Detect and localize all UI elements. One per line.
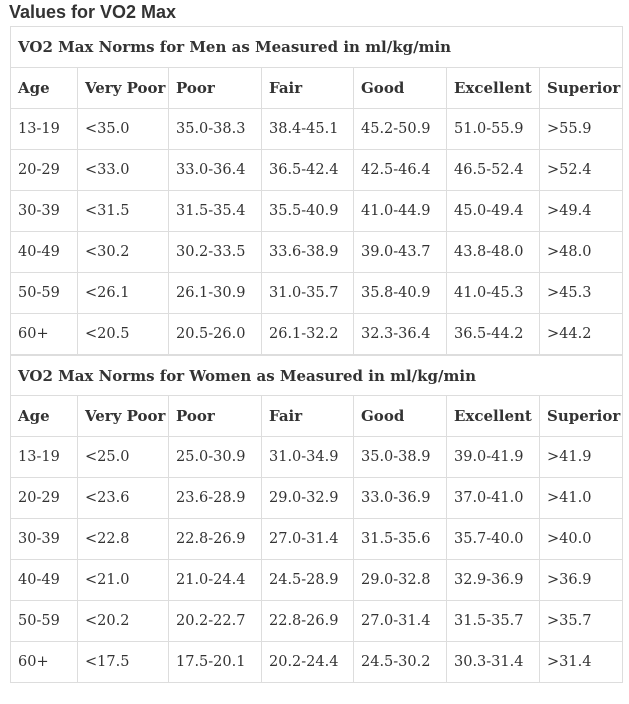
cell-superior: >48.0	[540, 232, 623, 273]
cell-very-poor: <26.1	[78, 273, 169, 314]
cell-good: 41.0-44.9	[354, 191, 447, 232]
table-row	[11, 314, 623, 355]
cell-age: 30-39	[11, 191, 78, 232]
cell-poor: 33.0-36.4	[169, 150, 262, 191]
cell-very-poor: <23.6	[78, 478, 169, 519]
cell-excellent: 37.0-41.0	[447, 478, 540, 519]
cell-excellent: 45.0-49.4	[447, 191, 540, 232]
cell-superior: >44.2	[540, 314, 623, 355]
cell-age: 50-59	[11, 273, 78, 314]
cell-poor: 31.5-35.4	[169, 191, 262, 232]
cell-poor: 22.8-26.9	[169, 519, 262, 560]
cell-fair: 24.5-28.9	[262, 560, 354, 601]
header-very-poor: Very Poor	[78, 68, 169, 109]
header-fair: Fair	[262, 68, 354, 109]
cell-good: 39.0-43.7	[354, 232, 447, 273]
table-caption-row	[11, 27, 623, 68]
cell-very-poor: <17.5	[78, 642, 169, 683]
cell-fair: 20.2-24.4	[262, 642, 354, 683]
cell-good: 33.0-36.9	[354, 478, 447, 519]
cell-excellent: 31.5-35.7	[447, 601, 540, 642]
men-norms-table	[10, 26, 623, 355]
cell-good: 24.5-30.2	[354, 642, 447, 683]
cell-age: 20-29	[11, 478, 78, 519]
cell-superior: >49.4	[540, 191, 623, 232]
cell-age: 60+	[11, 314, 78, 355]
cell-good: 32.3-36.4	[354, 314, 447, 355]
cell-excellent: 35.7-40.0	[447, 519, 540, 560]
cell-poor: 17.5-20.1	[169, 642, 262, 683]
cell-very-poor: <31.5	[78, 191, 169, 232]
women-norms-table	[10, 355, 623, 683]
header-good: Good	[354, 68, 447, 109]
cell-fair: 38.4-45.1	[262, 109, 354, 150]
cell-superior: >41.0	[540, 478, 623, 519]
cell-poor: 35.0-38.3	[169, 109, 262, 150]
cell-very-poor: <33.0	[78, 150, 169, 191]
table-row	[11, 109, 623, 150]
cell-fair: 36.5-42.4	[262, 150, 354, 191]
header-superior: Superior	[540, 68, 623, 109]
cell-excellent: 46.5-52.4	[447, 150, 540, 191]
table-row	[11, 642, 623, 683]
cell-fair: 33.6-38.9	[262, 232, 354, 273]
cell-good: 29.0-32.8	[354, 560, 447, 601]
cell-poor: 20.2-22.7	[169, 601, 262, 642]
cell-poor: 30.2-33.5	[169, 232, 262, 273]
cell-superior: >52.4	[540, 150, 623, 191]
cell-fair: 26.1-32.2	[262, 314, 354, 355]
table-header-row	[11, 396, 623, 437]
table-row	[11, 601, 623, 642]
header-superior: Superior	[540, 396, 623, 437]
cell-very-poor: <30.2	[78, 232, 169, 273]
cell-excellent: 41.0-45.3	[447, 273, 540, 314]
cell-excellent: 39.0-41.9	[447, 437, 540, 478]
table-row	[11, 519, 623, 560]
table-row	[11, 232, 623, 273]
cell-very-poor: <35.0	[78, 109, 169, 150]
cell-poor: 21.0-24.4	[169, 560, 262, 601]
table-row	[11, 273, 623, 314]
cell-good: 35.0-38.9	[354, 437, 447, 478]
cell-good: 35.8-40.9	[354, 273, 447, 314]
cell-poor: 25.0-30.9	[169, 437, 262, 478]
cell-very-poor: <20.5	[78, 314, 169, 355]
cell-fair: 27.0-31.4	[262, 519, 354, 560]
cell-fair: 22.8-26.9	[262, 601, 354, 642]
table-row	[11, 478, 623, 519]
cell-fair: 31.0-35.7	[262, 273, 354, 314]
cell-superior: >40.0	[540, 519, 623, 560]
table-header-row	[11, 68, 623, 109]
header-very-poor: Very Poor	[78, 396, 169, 437]
cell-poor: 23.6-28.9	[169, 478, 262, 519]
cell-age: 30-39	[11, 519, 78, 560]
cell-excellent: 30.3-31.4	[447, 642, 540, 683]
cell-excellent: 43.8-48.0	[447, 232, 540, 273]
header-excellent: Excellent	[447, 396, 540, 437]
cell-age: 60+	[11, 642, 78, 683]
cell-good: 31.5-35.6	[354, 519, 447, 560]
cell-excellent: 32.9-36.9	[447, 560, 540, 601]
cell-fair: 35.5-40.9	[262, 191, 354, 232]
cell-good: 42.5-46.4	[354, 150, 447, 191]
cell-good: 27.0-31.4	[354, 601, 447, 642]
table-caption-row	[11, 356, 623, 396]
cell-fair: 31.0-34.9	[262, 437, 354, 478]
cell-age: 40-49	[11, 232, 78, 273]
cell-poor: 26.1-30.9	[169, 273, 262, 314]
cell-very-poor: <22.8	[78, 519, 169, 560]
header-excellent: Excellent	[447, 68, 540, 109]
cell-superior: >35.7	[540, 601, 623, 642]
header-good: Good	[354, 396, 447, 437]
cell-poor: 20.5-26.0	[169, 314, 262, 355]
cell-very-poor: <21.0	[78, 560, 169, 601]
header-age: Age	[11, 68, 78, 109]
cell-superior: >45.3	[540, 273, 623, 314]
cell-age: 13-19	[11, 109, 78, 150]
table-row	[11, 191, 623, 232]
cell-fair: 29.0-32.9	[262, 478, 354, 519]
cell-superior: >55.9	[540, 109, 623, 150]
cell-superior: >31.4	[540, 642, 623, 683]
cell-excellent: 36.5-44.2	[447, 314, 540, 355]
cell-age: 50-59	[11, 601, 78, 642]
cell-very-poor: <20.2	[78, 601, 169, 642]
cell-good: 45.2-50.9	[354, 109, 447, 150]
header-fair: Fair	[262, 396, 354, 437]
cell-superior: >41.9	[540, 437, 623, 478]
cell-age: 40-49	[11, 560, 78, 601]
header-poor: Poor	[169, 396, 262, 437]
cell-excellent: 51.0-55.9	[447, 109, 540, 150]
table-caption: VO2 Max Norms for Men as Measured in ml/kg/min	[11, 27, 623, 68]
header-poor: Poor	[169, 68, 262, 109]
cell-age: 20-29	[11, 150, 78, 191]
table-row	[11, 150, 623, 191]
cell-very-poor: <25.0	[78, 437, 169, 478]
table-row	[11, 560, 623, 601]
page-title: Values for VO2 Max	[9, 2, 177, 22]
table-caption: VO2 Max Norms for Women as Measured in ml/kg/min	[11, 356, 623, 396]
cell-superior: >36.9	[540, 560, 623, 601]
table-row	[11, 437, 623, 478]
cell-age: 13-19	[11, 437, 78, 478]
header-age: Age	[11, 396, 78, 437]
